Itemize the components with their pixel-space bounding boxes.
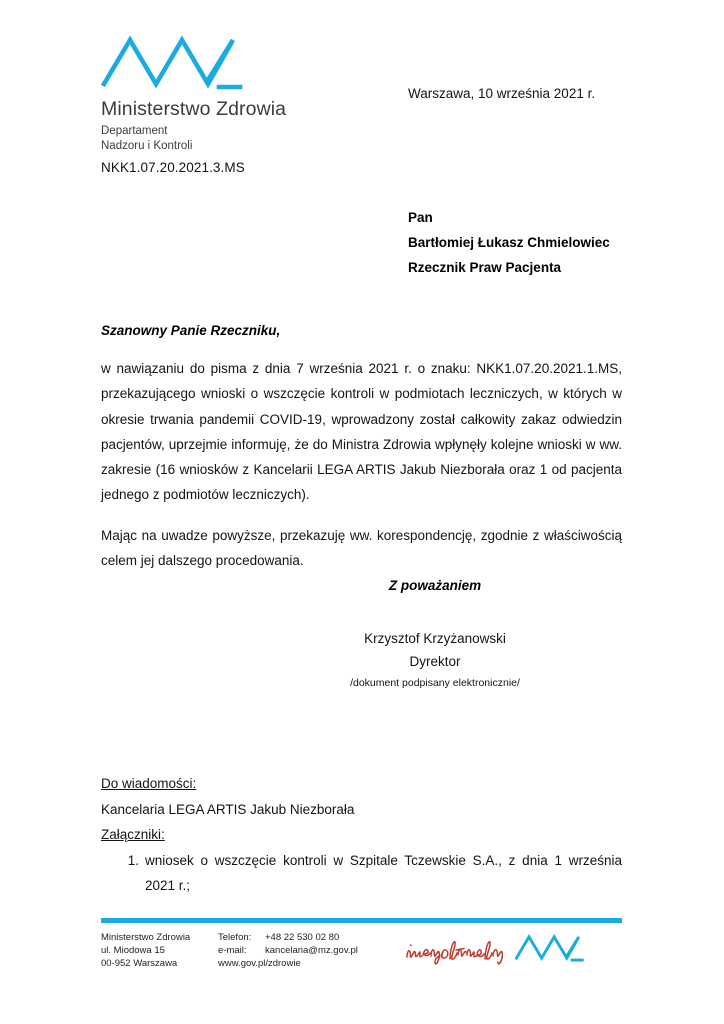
signer-name: Krzysztof Krzyżanowski <box>364 631 506 646</box>
cc-recipient: Kancelaria LEGA ARTIS Jakub Niezborała <box>101 802 355 817</box>
footer-address-line-3: 00-952 Warszawa <box>101 958 178 969</box>
footer-email-value[interactable]: kancelaria@mz.gov.pl <box>265 945 358 956</box>
letterhead <box>101 32 371 153</box>
footer-divider-rule <box>101 918 622 923</box>
mz-zigzag-logo-icon <box>101 32 256 94</box>
footer-phone-label: Telefon: <box>218 932 252 943</box>
place-and-date: Warszawa, 10 września 2021 r. <box>408 86 596 101</box>
recipient-name: Bartłomiej Łukasz Chmielowiec <box>408 235 610 250</box>
footer-mz-zigzag-logo-icon <box>515 933 590 963</box>
footer-email-label: e-mail: <box>218 945 247 956</box>
body-paragraph: w nawiązaniu do pisma z dnia 7 września 2021 r. o znaku: NKK1.07.20.2021.1.MS, przekazującego wnioski o wszczęcie kontroli w podmiotach leczniczych, w których w okresie trwania pandemii COVID-19, wprowadzony został całkowity zakaz odwiedzin pacjentów, uprzejmie informuję, że do Ministra Zdrowia wpłynęły kolejne wnioski w ww. zakresie (16 wniosków z Kancelarii LEGA ARTIS Jakub Niezborała oraz 1 od pacjenta jednego z podmiotów leczniczych). <box>101 361 622 503</box>
attachments-heading: Załączniki: <box>101 827 165 842</box>
distribution-block <box>101 775 622 899</box>
footer-address-line-2: ul. Miodowa 15 <box>101 945 165 956</box>
recipient-salutation-title: Pan <box>408 210 433 225</box>
cc-heading: Do wiadomości: <box>101 776 197 791</box>
footer-phone-row <box>218 931 358 944</box>
attachment-list <box>101 848 622 899</box>
recipient-block <box>408 205 610 280</box>
footer-phone-value: +48 22 530 02 80 <box>265 932 340 943</box>
recipient-position: Rzecznik Praw Pacjenta <box>408 260 562 275</box>
electronic-signature-note: /dokument podpisany elektronicznie/ <box>350 677 520 689</box>
letter-body <box>101 356 622 573</box>
department-line-2: Nadzoru i Kontroli <box>101 139 193 152</box>
document-reference-number: NKK1.07.20.2021.3.MS <box>101 160 245 175</box>
department-name <box>101 124 371 153</box>
attachment-item <box>127 848 622 899</box>
department-line-1: Departament <box>101 125 168 137</box>
attachment-item-text: wniosek o wszczęcie kontroli w Szpitale Tczewskie S.A., z dnia 1 września 2021 r.; <box>145 853 622 894</box>
ministry-name: Ministerstwo Zdrowia <box>101 98 287 120</box>
letter-salutation: Szanowny Panie Rzeczniku, <box>101 323 281 338</box>
footer-address-line-1: Ministerstwo Zdrowia <box>101 932 191 943</box>
footer-website[interactable]: www.gov.pl/zdrowie <box>218 958 301 969</box>
signer-title: Dyrektor <box>409 654 461 669</box>
footer <box>101 931 622 991</box>
body-paragraph: Mając na uwadze powyższe, przekazuję ww. korespondencję, zgodnie z właściwością celem jej dalszego procedowania. <box>101 527 622 569</box>
niepodlegla-script-logo-icon <box>404 935 504 971</box>
footer-email-row <box>218 944 358 957</box>
signature-block <box>290 578 580 689</box>
attachment-item-number: 1. <box>127 853 139 868</box>
footer-contact <box>218 931 358 970</box>
closing-phrase: Z poważaniem <box>388 578 482 593</box>
footer-address <box>101 931 190 970</box>
